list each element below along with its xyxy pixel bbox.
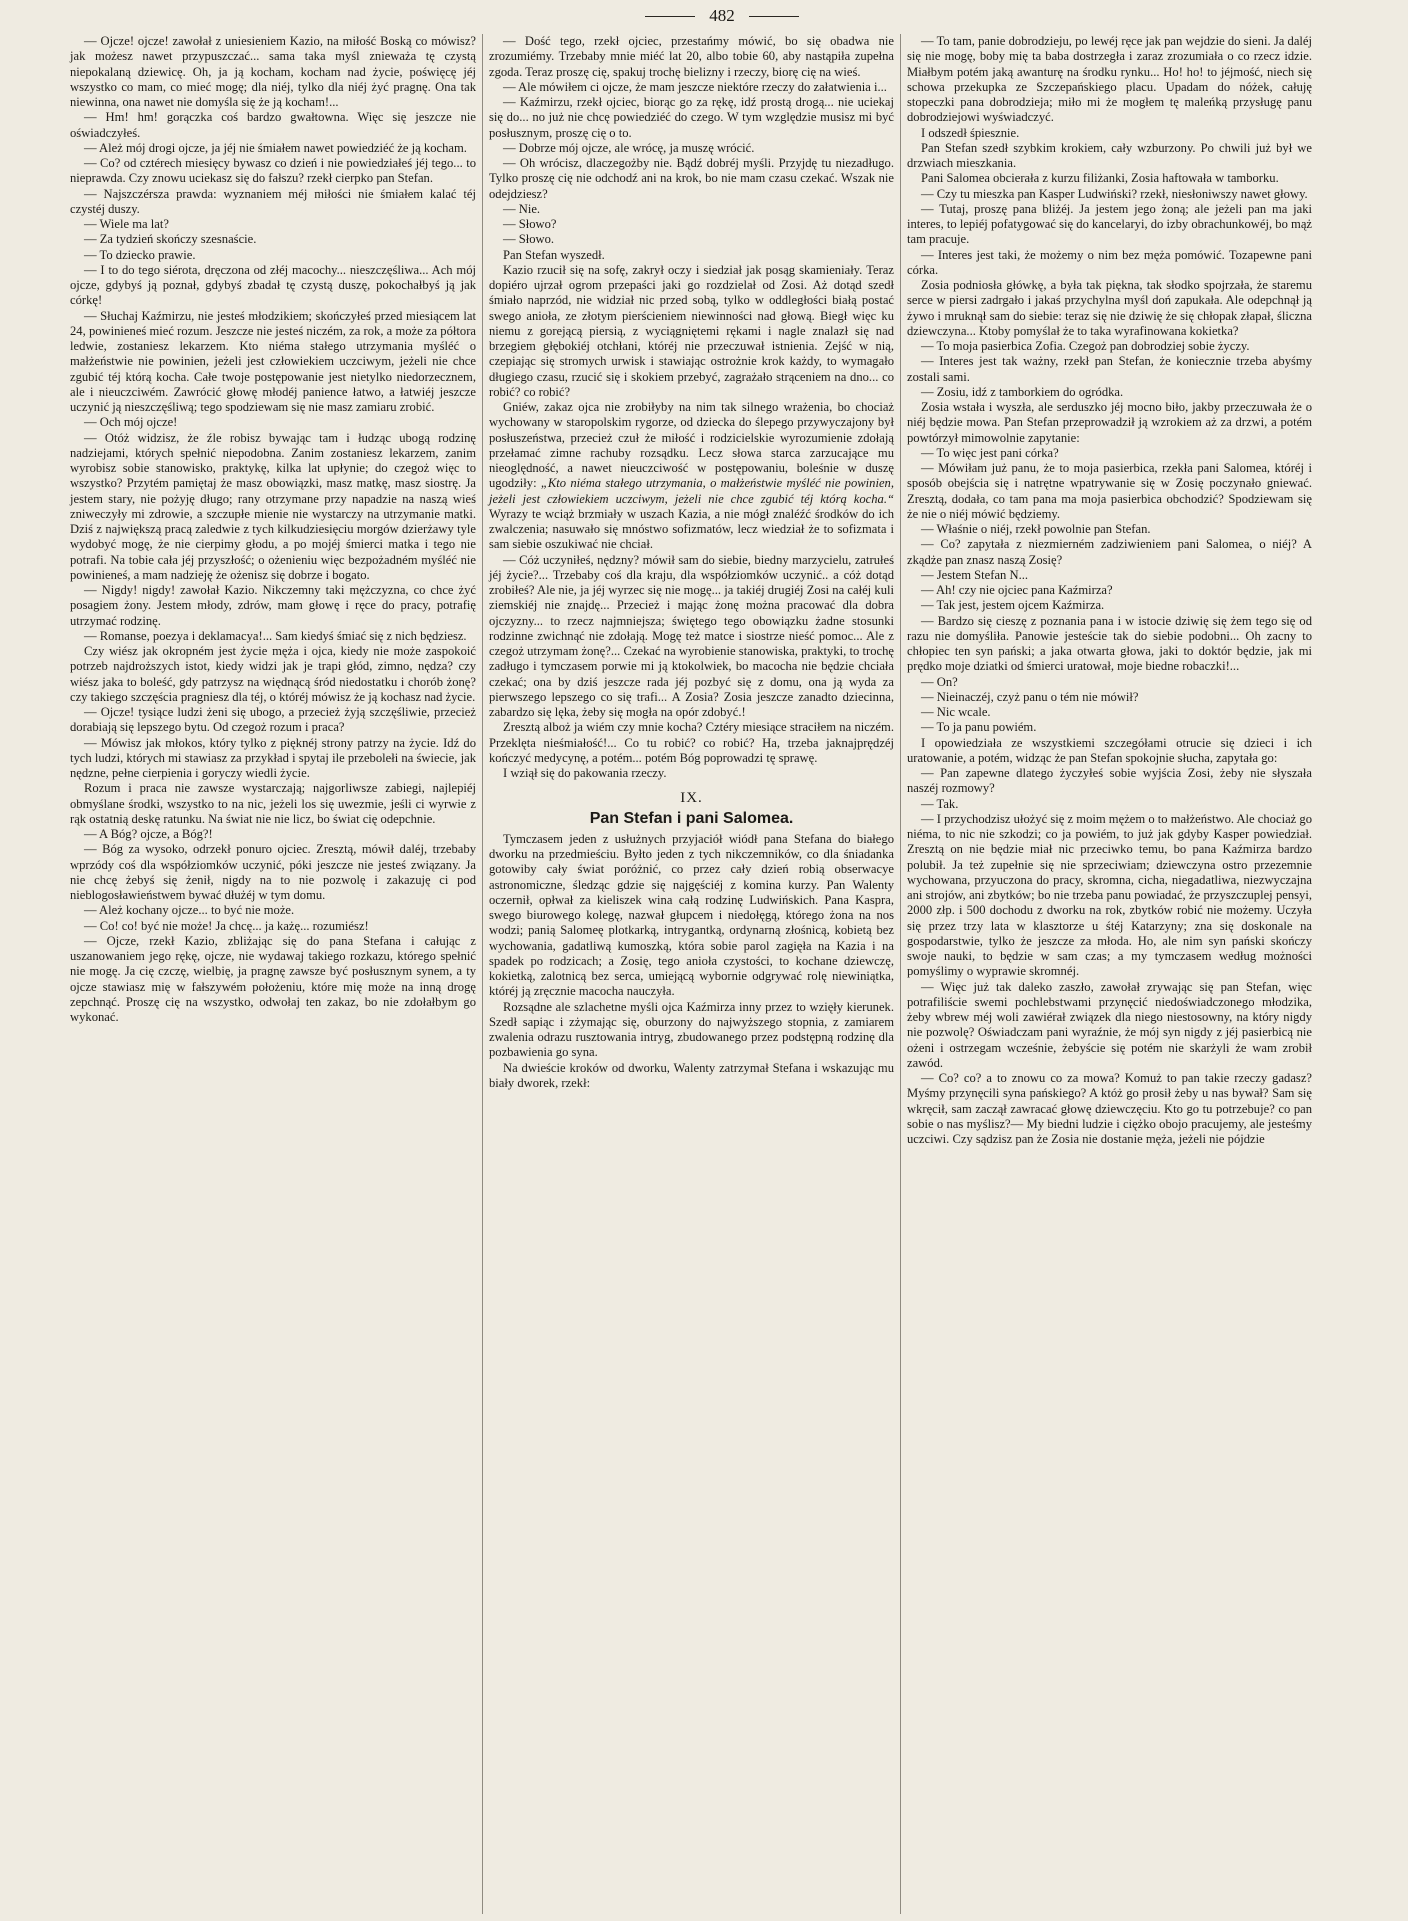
paragraph-text: Wyrazy te wciąż brzmiały w uszach Kazia, a nie mógł znaléźć środków do ich zwalczenia; nasuwało się mnóstwo sofizmatów, lecz wiedział że to sofizmata i sam siebie oszukiwać nie chciał.	[489, 506, 894, 552]
column-3	[900, 34, 1318, 1914]
paragraph: — Tak.	[921, 796, 959, 811]
paragraph: Pani Salomea obcierała z kurzu filiżanki, Zosia haftowała w tamborku.	[921, 171, 1279, 186]
paragraph: — Zosiu, idź z tamborkiem do ogródka.	[921, 384, 1124, 399]
chapter-title: Pan Stefan i pani Salomea.	[589, 809, 794, 827]
paragraph: Zosia podniosła główkę, a była tak piękna, tak słodko spojrzała, że staremu serce w piersi zadrgało i jakaś przychylna myśl doń zapukała. Ale odepchnął ją żywo i mruknął sam do siebie: teraz się nie dziwię że się chłopak złapał, śliczna dziewczyna... Ktoby pomyślał że to taka wyrafinowana kokietka?	[907, 278, 1312, 338]
page-header	[64, 2, 1380, 30]
paragraph: — Właśnie o niéj, rzekł powolnie pan Stefan.	[921, 522, 1151, 536]
paragraph: — Pan zapewne dlatego życzyłeś sobie wyjścia Zosi, żeby nie słyszała naszéj rozmowy?	[907, 766, 1312, 796]
paragraph: — Kaźmirzu, rzekł ojciec, biorąc go za rękę, idź prostą drogą... nie uciekaj się do... no już nie chcę powiedziéć do czego. W tym względzie musisz mi być posłusznym, proszę cię o to.	[489, 95, 894, 140]
paragraph: — Ojcze! ojcze! zawołał z uniesieniem Kazio, na miłość Boską co mówisz? jak możesz nawet przypuszczać... sama taka myśl znieważa tę czystą niepokalaną dziewicę. Oh, ja ją kocham, kocham nad życie, poświęcę jéj wszystko co mam, co mieć mogę; dla niéj, tylko dla niéj żyć pragnę. Ona tak niewinna, ona nawet nie domyśla się że ją kocham!...	[70, 34, 476, 109]
paragraph: — I przychodzisz ułożyć się z moim mężem o to małżeństwo. Ale chociaż go niéma, to nic nie szkodzi; co ja powiém, to już jak gdyby Kasper powiedział. Zresztą on nie będzie miał nic przeciwko temu, bo pana Kaźmirza bardzo polubił. Ja też zupełnie się nie sprzeciwiam; dziewczyna ostro przezemnie wychowana, przyuczona do pracy, skromna, cicha, niegadatliwa, niezwyczajna ani strojów, ani zbytków; bo nie trzeba panu powiadać, że przyszczuplej pensyi, 2000 złp. i 500 dochodu z dworku na rok, zbytków robić nie możemy. Uczyła się przez trzy lata w klasztorze u śtéj Katarzyny; zna się doskonale na gospodarstwie, tylko że jeszcze za młoda. Ho, ale nim syn pański skończy swoje nauki, to będzie w sam czas; a my tymczasem według możności pomyślimy o wyprawie skromnéj.	[907, 811, 1312, 979]
column-1	[64, 34, 482, 1914]
paragraph: — Ależ mój drogi ojcze, ja jéj nie śmiałem nawet powiedziéć że ją kocham.	[84, 140, 467, 155]
paragraph: — On?	[921, 674, 958, 689]
column-2-rest	[489, 553, 894, 782]
paragraph: — Czy tu mieszka pan Kasper Ludwiński? rzekł, niesłoniwszy nawet głowy.	[921, 186, 1308, 201]
paragraph: — Interes jest tak ważny, rzekł pan Stefan, że koniecznie trzeba abyśmy zostali sami.	[907, 354, 1312, 384]
paragraph: — Mówisz jak młokos, który tylko z pięknéj strony patrzy na życie. Idź do tych ludzi, których mi stawiasz za przykład i spytaj ile przebolełi na świecie, jak nędzne, pełne cierpienia i goryczy wiedli życie.	[70, 735, 476, 780]
paragraph: — Za tydzień skończy szesnaście.	[84, 232, 257, 247]
page-number: 482	[709, 6, 735, 25]
paragraph: — Nic wcale.	[921, 705, 991, 719]
paragraph: — Cóż uczyniłeś, nędzny? mówił sam do siebie, biedny marzycielu, zatrułeś jéj życie?... Trzebaby coś dla kraju, dla współziomków uczynić.. a cóż dotąd zrobiłeś? Ale nie, ja jéj wyrzec się nie mogę... ja takiéj drugiéj Zosi na całéj kuli ziemskiéj nie znajdę... Przecież i mając żonę można pracować dla dobra ojczyzny... to rzecz najmniejsza; świętego tego obowiązku żadne stosunki rodzinne zwichnąć nie zdołają. Mogę też matce i siostrze nieść pomoc... Ale z czegoż utrzymam żonę?... Czekać na wyrobienie stanowiska, praktyki, to trochę zadługo i tymczasem porwie mi ją ktokolwiek, bo macocha nie będzie chciała czekać; ona by dziś jeszcze rada jéj pozbyć się z domu, ona ją wyda za pierwszego lepszego co się trafi... A Zosia? Zosia jeszcze zanadto dziecinna, zabardzo się lęka, żeby się mogła na opór zdobyć.!	[489, 552, 894, 719]
paragraph: — Ah! czy nie ojciec pana Kaźmirza?	[921, 583, 1113, 597]
paragraph: — Nie.	[503, 201, 541, 216]
paragraph: Kazio rzucił się na sofę, zakrył oczy i siedział jak posąg skamieniały. Teraz dopiéro ujrzał ogrom przepaści jaki go rozdzielał od Zosi. Aż dotąd szedł śmiało naprzód, nie widział nic przed sobą, tylko w oddległości białą postać swego anioła, ze złotym pierścieniem niewinności nad głową. Biegł więc ku niemu z gorejącą piersią, z wyciągniętemi rękami i nagle znalazł się nad brzegiem głębokiéj otchłani, któréj nie przeczuwał istnienia. Zejść w nią, czepiając się stromych urwisk i stawiając ostrożnie krok każdy, to wymagało długiego czasu, rzucić się i skokiem przebyć, zagrażało strąceniem na dno... co robić? co robić?	[489, 262, 894, 399]
paragraph: Zosia wstała i wyszła, ale serduszko jéj mocno biło, jakby przeczuwała że o niéj będzie mowa. Pan Stefan przeprowadził ją wzrokiem aż za drzwi, a potém powtórzył mimowolnie zapytanie:	[907, 400, 1312, 445]
paragraph: — Ojcze! tysiące ludzi żeni się ubogo, a przecież żyją szczęśliwie, przecież dorabiają się lepszego bytu. Od czegoż rozum i praca?	[70, 705, 476, 735]
paragraph: — Słowo.	[503, 232, 555, 247]
paragraph: — I to do tego siérota, dręczona od złéj macochy... nieszczęśliwa... Ach mój ojcze, gdybyś ją poznał, gdybyś zbadał tę czystą duszę, pokochałbyś ją jak córkę!	[70, 262, 476, 308]
paragraph: — Ależ kochany ojcze... to być nie może.	[84, 903, 295, 918]
paragraph: — Hm! hm! gorączka coś bardzo gwałtowna. Więc się jeszcze nie oświadczyłeś.	[70, 110, 476, 140]
column-2-dialogue	[489, 34, 894, 400]
paragraph: — Jestem Stefan N...	[921, 567, 1029, 582]
paragraph: — Najszczérsza prawda: wyznaniem méj miłości nie śmiałem kalać téj czystéj duszy.	[70, 186, 476, 216]
paragraph: — Ale mówiłem ci ojcze, że mam jeszcze niektóre rzeczy do załatwienia i...	[503, 79, 887, 94]
paragraph: Zresztą alboż ja wiém czy mnie kocha? Cztéry miesiące straciłem na niczém. Przeklęta nieśmiałość!... Co tu robić? co robić? Ha, trzeba jaknajprędzéj kończyć medycynę, a potém... potém Bóg poprowadzi tę sprawę.	[489, 720, 894, 765]
paragraph: Pan Stefan wyszedł.	[503, 247, 605, 262]
paragraph: — Oh wrócisz, dlaczegożby nie. Bądź dobréj myśli. Przyjdę tu niezadługo. Tylko proszę cię nie odchodź ani na krok, bo nie mam czasu czekać. Wszak nie odejdziesz?	[489, 156, 894, 201]
paragraph: — Dość tego, rzekł ojciec, przestańmy mówić, bo się obadwa nie zrozumiémy. Trzebaby mnie miéć lat 20, albo tobie 60, aby nastąpiła zupełna zgoda. Teraz proszę cię, spakuj trochę bielizny i rzeczy, biorę cię na wieś.	[489, 34, 894, 79]
paragraph: — Tutaj, proszę pana bliżéj. Ja jestem jego żoną; ale jeżeli pan ma jaki interes, to lepiéj pofatygować się do kancelaryi, do izby obrachunkowéj, bo mąż tam pracuje.	[907, 201, 1312, 247]
paragraph: — To więc jest pani córka?	[921, 445, 1059, 460]
paragraph: I wziął się do pakowania rzeczy.	[503, 766, 667, 780]
header-rule-right	[749, 16, 799, 17]
paragraph: — Nigdy! nigdy! zawołał Kazio. Nikczemny taki mężczyzna, co chce żyć posagiem żony. Jestem młody, zdrów, mam głowę i ręce do pracy, potrafię utrzymać rodzinę.	[70, 583, 476, 628]
column-2-chapter-text	[489, 832, 894, 1091]
paragraph: — Mówiłam już panu, że to moja pasierbica, rzekła pani Salomea, któréj i sposób obejścia się i natrętne wpatrywanie się w Zosię poczynało gniewać. Zresztą, dodała, co tam pana ma moja pasierbica obchodzić? Spodziewam się że nie o niéj mówić będziemy.	[907, 461, 1312, 521]
paragraph: — Słowo?	[503, 217, 557, 231]
paragraph: — Wiele ma lat?	[84, 217, 169, 231]
paragraph: Rozum i praca nie zawsze wystarczają; najgorliwsze zabiegi, najlepiéj obmyślane środki, wszystko to na nic, jeżeli los się uwezmie, jeśli ci wyrwie z rąk ostatnią deskę ratunku. Na świat nie nie licz, bo świat cię odepchnie.	[70, 781, 476, 826]
paragraph: Na dwieście kroków od dworku, Walenty zatrzymał Stefana i wskazując mu biały dworek, rzekł:	[489, 1060, 894, 1090]
paragraph: Pan Stefan szedł szybkim krokiem, cały wzburzony. Po chwili już był we drzwiach mieszkania.	[907, 140, 1312, 170]
paragraph: — Tak jest, jestem ojcem Kaźmirza.	[921, 598, 1105, 613]
paragraph: — Co? co? a to znowu co za mowa? Komuż to pan takie rzeczy gadasz? Myśmy przynęcili syna pańskiego? A któż go prosił żeby u nas bywał? Sam się wkręcił, sam zaczął zawracać głowę dziewczęciu. Kto go tu potrzebuje? co pan sobie o nas myślisz?— My biedni ludzie i ciężko obojo pracujemy, ale jesteśmy uczciwi. Czy sądzisz pan że Zosia nie dostanie męża, jeżeli nie pójdzie	[907, 1071, 1312, 1146]
paragraph: I opowiedziała ze wszystkiemi szczegółami otrucie się dzieci i ich uratowanie, a potém, widząc że pan Stefan spokojnie słucha, zapytała go:	[907, 735, 1312, 765]
paragraph: — Więc już tak daleko zaszło, zawołał zrywając się pan Stefan, więc potrafiliście swemi pochlebstwami przynęcić niedoświadczonego młodzika, żeby wbrew méj woli zawiérał związek dla niego niestosowny, na który nigdy nie pozwolę? Oświadczam pani wyraźnie, że mój syn nigdy z jéj pasierbicą nie ożeni i ostrzegam wcześnie, żebyście się potém nie skarżyli że wam zrobił zawód.	[907, 979, 1312, 1070]
paragraph: I odszedł śpiesznie.	[921, 125, 1020, 140]
paragraph: — Bardzo się cieszę z poznania pana i w istocie dziwię się żem tego się od razu nie domyśliła. Panowie jesteście tak do siebie podobni... Oh zacny to chłopiec ten syn pański; a jaka otwarta głowa, jaki to doktór będzie, jak mi prędko moje dziatki od śmierci uratował, moje biedne robaczki!...	[907, 613, 1312, 674]
paragraph	[489, 400, 894, 553]
paragraph: — To moja pasierbica Zofia. Czegoż pan dobrodziej sobie życzy.	[921, 339, 1250, 353]
text-columns	[64, 34, 1380, 1914]
paragraph: Rozsądne ale szlachetne myśli ojca Kaźmirza inny przez to wzięły kierunek. Szedł sapiąc i zżymając się, oburzony do najwyższego stopnia, z zamiarem zwalenia odrazu rusztowania intryg, zbudowanego przez podstępną rodzinę dla pozbawienia go syna.	[489, 999, 894, 1060]
column-2	[482, 34, 900, 1914]
paragraph-text: Gniéw, zakaz ojca nie zrobiłyby na nim tak silnego wrażenia, bo chociaż wychowany w staropolskim rygorze, od dziecka do ślepego przywyczajony był posłuszeństwa, przecież czuł że miłość i rodzicielskie wyrozumienie zdołają przełamać zimne rachuby rozsądku. Lecz słowa starca zarzucające mu nieoględność, a nawet nieuczciwość w postępowaniu, boleśnie w duszę ugodziły:	[489, 400, 894, 491]
paragraph: — Nieinaczéj, czyż panu o tém nie mówił?	[921, 689, 1139, 704]
paragraph: — Co! co! być nie może! Ja chcę... ja każę... rozumiész!	[84, 918, 369, 933]
paragraph: — To ja panu powiém.	[921, 720, 1037, 735]
paragraph: — Interes jest taki, że możemy o nim bez męża pomówić. Tozapewne pani córka.	[907, 247, 1312, 277]
paragraph: — To tam, panie dobrodzieju, po lewéj ręce jak pan wejdzie do sieni. Ja daléj się nie mogę, boby mię ta baba dostrzegła i zaraz zrozumiała o co rzecz idzie. Miałbym potém jaką awanturę na środku rynku... Ho! ho! to jéjmość, niech się schowa przekupka ze Szczepańskiego placu. Upadam do nóżek, całuję stopeczki pana dobrodzieja; miło mi że mogłem tę maleńką przysługę panu dobrodziejowi wyświadczyć.	[907, 34, 1312, 125]
paragraph: — Och mój ojcze!	[84, 415, 178, 430]
paragraph: — Romanse, poezya i deklamacya!... Sam kiedyś śmiać się z nich będziesz.	[84, 628, 467, 643]
paragraph: — Co? od cztérech miesięcy bywasz co dzień i nie powiedziałeś jéj tego... to nieprawda. Czy znowu uciekasz się do fałszu? rzekł cierpko pan Stefan.	[70, 156, 476, 186]
paragraph: — Co? zapytała z niezmierném zadziwieniem pani Salomea, o niéj? A zkądże pan znasz naszą Zosię?	[907, 537, 1312, 567]
paragraph: Tymczasem jeden z usłużnych przyjaciół wiódł pana Stefana do białego dworku na przedmieściu. Byłto jeden z tych nikczemników, co dla śniadanka gotowiby cały świat poróżnić, co przez cały dzień robią obserwacye astronomiczne, śledząc gdzie się najgęściéj z komina kurzy. Pan Walenty oczernił, opłwał za kieliszek wina całą rodzinę Ludwińskich. Pana Kaspra, swego biurowego kolegę, nazwał głupcem i niedołęgą, którego żona na nos wodzi; panią Salomeę plotkarką, intrygantką, ordynarną złośnicą, kobietą bez wychowania, gadatliwą kumoszką, która sobie parol zagięła na Kazia i na spadek po rodzicach; a Zosię, tego anioła czystości, to kochane dziewczę, kokietką, zalotnicą bez serca, umiejącą wybornie odgrywać rolę niewiniątka, któréj ją zręcznie macocha nauczyła.	[489, 831, 894, 999]
paragraph: — To dziecko prawie.	[84, 247, 196, 262]
paragraph: Czy wiész jak okropném jest życie męża i ojca, kiedy nie może zaspokoić potrzeb najdroższych istot, kiedy widzi jak je trapi głód, zimno, nędza? czy wiész jaka to boleść, gdy patrzysz na więdnącą śród niedostatku i chorób żonę? czy takiego szczęścia pragniesz dla téj, o któréj mówisz że ją kochasz nad życie.	[70, 644, 476, 704]
paragraph: — Bóg za wysoko, odrzekł ponuro ojciec. Zresztą, mówił daléj, trzebaby wprzódy coś dla współziomków uczynić, póki jeszcze nie jesteś związany. Ja nie chcę żebyś się żenił, nigdy na to nie pozwolę i zakazuję ci pod nieblogosławieństwem bywać dłużéj w tym domu.	[70, 842, 476, 902]
italic-quote: „Kto niéma stałego utrzymania, o małżeństwie myśléć nie powinien, jeżeli jest człowiekiem uczciwym, jeżeli nie chce zgubić téj którą kocha.“	[489, 476, 895, 506]
paragraph: — Słuchaj Kaźmirzu, nie jesteś młodzikiem; skończyłeś przed miesiącem lat 24, powinieneś mieć rozum. Jeszcze nie jesteś niczém, za rok, a może za półtora ledwie, zostaniesz lekarzem. Kto niéma stałego utrzymania myśléć o małżeństwie nie powinien, jeżeli jest człowiekiem uczciwym, jeżeli nie chce zgubić téj którą kocha. Całe twoje postępowanie jest nietylko niedorzecznem, ale i nieuczciwém. Zawrócić głowę młodéj panience łatwo, a łatwiéj jeszcze uczynić ją nieszczęśliwą; tego spodziewam się nie masz zamiaru zrobić.	[70, 308, 476, 414]
paragraph: — Ojcze, rzekł Kazio, zbliżając się do pana Stefana i całując z uszanowaniem jego rękę, ojcze, nie wydawaj takiego rozkazu, którego spełnić nie mogę. Ja cię czczę, wielbię, ja pragnę zawsze być posłusznym synem, a ty ojcze stawiasz mię w fałszywém położeniu, które mię może na inną drogę zepchnąć. Proszę cię na wszystko, odwołaj ten zakaz, bo nie zdołałbym go wykonać.	[70, 933, 476, 1024]
chapter-number: IX.	[680, 790, 703, 807]
header-rule-left	[645, 16, 695, 17]
paragraph: — A Bóg? ojcze, a Bóg?!	[84, 827, 213, 841]
paragraph: — Otóż widzisz, że źle robisz bywając tam i łudząc ubogą rodzinę nadziejami, których spełnić niepodobna. Zanim zostaniesz lekarzem, zanim wyrobisz sobie stanowisko, praktykę, kilka lat upłynie; do czegoż więc to wszystko? Przytém pamiętaj że masz obowiązki, masz matkę, masz siostrę. Ja jestem stary, nie pożyję długo; rany otrzymane przy napadzie na naszą wieś zniweczyły mi zdrowie, a szczupłe mienie nie wystarczy na utrzymanie matki. Dziś z największą pracą zaledwie z tych kilkudziesięciu morgów dzierżawy tyle wydobyć mogę, że nie cierpimy głodu, a po mojéj śmierci matka i tego nie potrafi. Na tobie cała jéj przyszłość; o ożenieniu więc bezpożadném myśléć nie powinieneś, a mam nadzieję że ożenisz się dobrze i bogato.	[70, 430, 476, 582]
paragraph: — Dobrze mój ojcze, ale wrócę, ja muszę wrócić.	[503, 140, 755, 155]
